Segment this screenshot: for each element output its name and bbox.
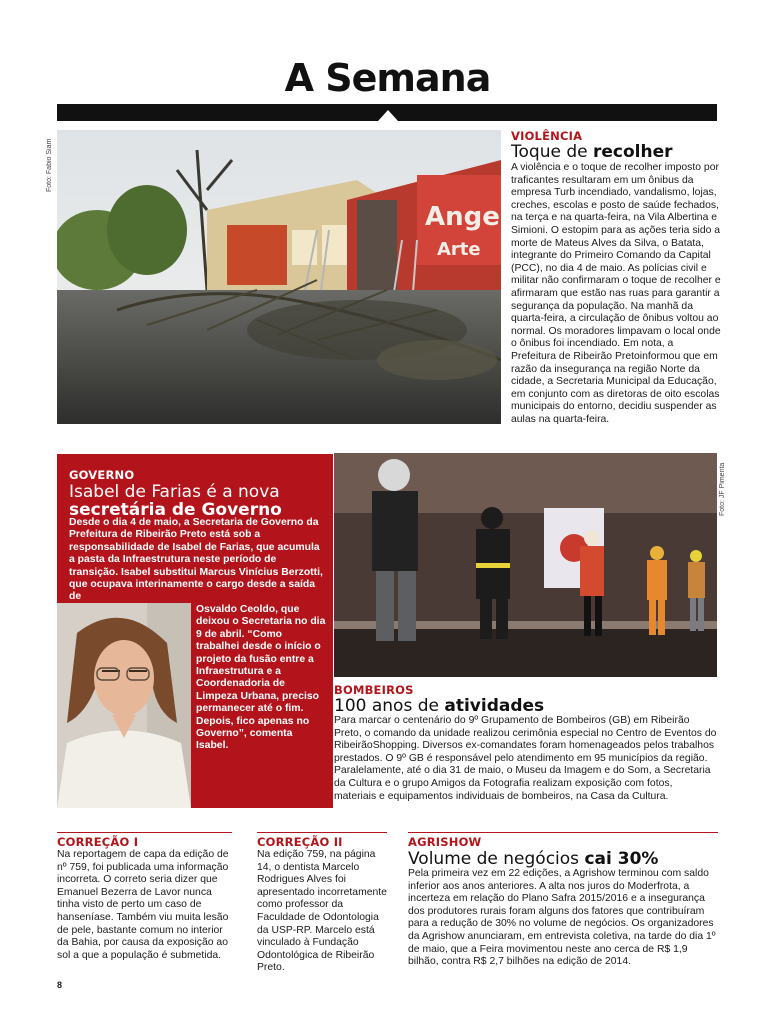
page-title: A Semana	[284, 56, 491, 100]
article-bombeiros	[334, 683, 717, 803]
headline-bold: secretária de Governo	[69, 500, 282, 520]
headline-normal: 100 anos de	[334, 696, 445, 716]
headline-bold: recolher	[592, 142, 673, 162]
section-kicker: VIOLÊNCIA	[511, 129, 583, 143]
photo-credit: Foto: JF Pimenta	[719, 462, 726, 516]
article-headline	[408, 850, 718, 868]
article-body: A violência e o toque de recolher imposto por traficantes resultaram em um ônibus da empresa Turb incendiado, vandalismo, lojas, creches, escolas e posto de saúde fechados, na terça e na quarta-feira, na Vila Albertina e Simioni. O estopim para as ações teria sido a morte de Mateus Alves da Silva, o Batata, integrante do Primeiro Comando da Capital (PCC), no dia 4 de maio. As polícias civil e militar não confirmaram o toque de recolher e afirmaram que estão nas ruas para garantir a segurança da população. Na manhã da quarta-feira, a circulação de ônibus voltou ao normal. Os moradores limpavam o local onde o ônibus foi incendiado. Em nota, a Prefeitura de Ribeirão Pretoinformou que em razão da insegurança na região Norte da cidade, a Secretaria Municipal da Educação, em conjunto com as diretoras de oito escolas municipais do entorno, decidiu suspender as aulas na quarta-feira.	[511, 162, 721, 425]
sign-text: Ange	[425, 202, 500, 232]
article-correcao-2	[257, 832, 387, 975]
firefighters-photo	[334, 453, 717, 677]
rule-notch	[378, 110, 398, 121]
article-body-1: Desde o dia 4 de maio, a Secretaria de Governo da Prefeitura de Ribeirão Preto está sob a responsabilidade de Isabel de Farias, que acumula a pasta da Infraestrutura neste período de transição. Isabel substitui Marcus Vinícius Berzotti, que ocupava interinamente o cargo desde a saída de	[69, 517, 323, 603]
page-number: 8	[57, 980, 63, 990]
article-violencia	[511, 129, 721, 426]
article-correcao-1	[57, 832, 232, 962]
article-agrishow	[408, 832, 718, 969]
article-body: Pela primeira vez em 22 edições, a Agrishow terminou com saldo inferior aos anos anteriores. A alta nos juros do Moderfrota, a incerteza em relação do Plano Safra 2015/2016 e a insegurança dos produtores rurais foram alguns dos fatores que contribuíram para a redução de 30% no volume de negócios. Os organizadores da Agrishow anunciaram, em entrevista coletiva, na tarde do dia 1º de maio, que a Feira movimentou neste ano cerca de R$ 1,9 bilhão, contra R$ 2,7 bilhões na edição de 2014.	[408, 868, 716, 968]
headline-normal: Volume de negócios	[408, 849, 585, 869]
section-kicker: CORREÇÃO II	[257, 832, 387, 849]
section-kicker: GOVERNO	[69, 468, 135, 482]
article-headline	[334, 697, 717, 715]
headline-bold: cai 30%	[584, 849, 659, 869]
article-body: Na reportagem de capa da edição de nº 759, foi publicada uma informação incorreta. O correto seria dizer que Emanuel Bezerra de Lavor nunca tinha visto de perto um caso de hanseníase. Também viu muita lesão de pele, bastante comum no interior da Bahia, por causa da exposição ao sol a que a população é submetida.	[57, 849, 229, 961]
street-photo	[57, 130, 501, 424]
headline-normal: Isabel de Farias é a nova	[69, 482, 280, 502]
article-headline	[69, 483, 327, 519]
photo-credit: Foto: Fabio Siam	[46, 138, 53, 192]
portrait-photo	[57, 603, 191, 808]
headline-normal: Toque de	[511, 142, 593, 162]
section-kicker: AGRISHOW	[408, 832, 718, 849]
article-headline	[511, 143, 721, 161]
headline-bold: atividades	[444, 696, 545, 716]
article-body: Na edição 759, na página 14, o dentista Marcelo Rodrigues Alves foi apresentado incorretamente como professor da Faculdade de Odontologia da USP-RP. Marcelo está vinculado à Fundação Odontológica de Ribeirão Preto.	[257, 849, 387, 974]
section-kicker: BOMBEIROS	[334, 683, 414, 697]
sign-text-2: Arte	[437, 239, 481, 260]
article-body-2: Osvaldo Ceoldo, que deixou o Secretaria no dia 9 de abril. “Como trabalhei desde o início o projeto da fusão entre a Infraestrutura e a Coordenadoria de Limpeza Urbana, preciso permanecer até o fim. Depois, fico apenas no Governo”, comenta Isabel.	[196, 604, 326, 752]
section-kicker: CORREÇÃO I	[57, 832, 232, 849]
article-governo	[57, 454, 333, 808]
article-body: Para marcar o centenário do 9º Grupamento de Bombeiros (GB) em Ribeirão Preto, o comando da unidade realizou cerimônia especial no Centro de Eventos do RibeirãoShopping. Diversos ex-comandates foram homenageados pelos trabalhos prestados. O 9º GB é responsável pelo atendimento em 95 municípios da região. Paralelamente, até o dia 31 de maio, o Museu da Imagem e do Som, a Secretaria da Cultura e o grupo Amigos da Fotografia realizam exposição com fotos, materiais e equipamentos individuais de bombeiros, na Casa da Cultura.	[334, 715, 717, 802]
